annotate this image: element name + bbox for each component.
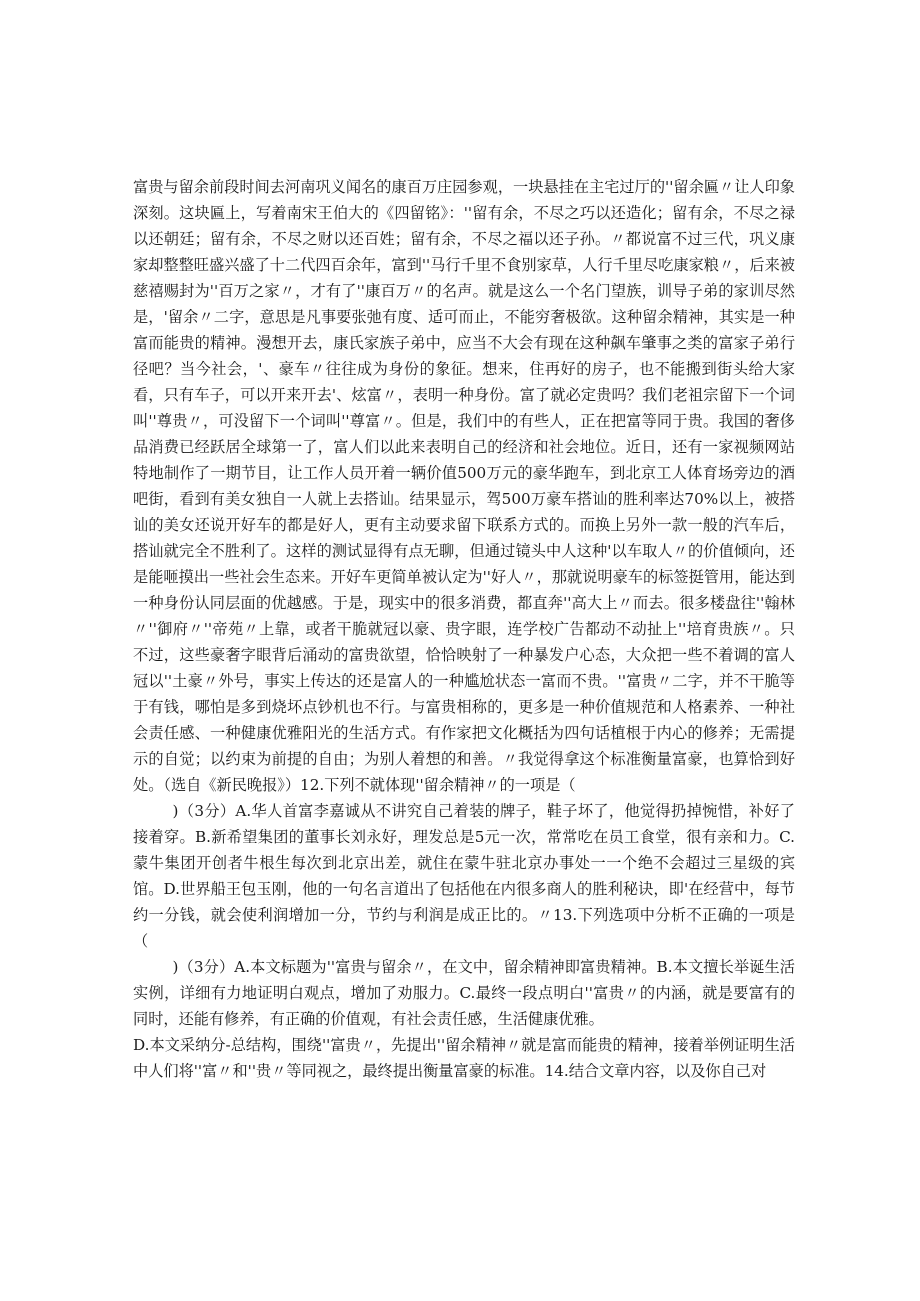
- article-text: [133, 174, 795, 1084]
- paragraph-question-12-options: )（3分）A.华人首富李嘉诚从不讲究自己着装的牌子，鞋子坏了，他觉得扔掉惋惜，补好了接着穿。B.新希望集团的董事长刘永好，理发总是5元一次，常常吃在员工食堂，很有亲和力。C.蒙牛集团开创者牛根生每次到北京出差，就住在蒙牛驻北京办事处一一个绝不会超过三星级的宾馆。D.世界船王包玉刚，他的一句名言道出了包括他在内很多商人的胜利秘诀，即'在经营中，每节约一分钱，就会使利润增加一分，节约与利润是成正比的。〃13.下列选项中分析不正确的一项是（: [133, 802, 795, 950]
- paragraph-question-13-options: )（3分）A.本文标题为''富贵与留余〃，在文中，留余精神即富贵精神。B.本文擅长举诞生活实例，详细有力地证明白观点，增加了劝服力。C.最终一段点明白''富贵〃的内涵，就是要富有的同时，还能有修养，有正确的价值观，有社会责任感，生活健康优雅。: [133, 958, 795, 1028]
- paragraph-main-article: 富贵与留余前段时间去河南巩义闻名的康百万庄园参观，一块悬挂在主宅过厅的''留余匾〃让人印象深刻。这块匾上，写着南宋王伯大的《四留铭》：''留有余，不尽之巧以还造化；留有余，不尽之禄以还朝廷；留有余，不尽之财以还百姓；留有余，不尽之福以还子孙。〃都说富不过三代，巩义康家却整整旺盛兴盛了十二代四百余年，富到''马行千里不食别家草，人行千里尽吃康家粮〃，后来被慈禧赐封为''百万之家〃，才有了''康百万〃的名声。就是这么一个名门望族，训导子弟的家训尽然是，'留余〃二字，意思是凡事要张弛有度、适可而止，不能穷奢极欲。这种留余精神，其实是一种富而能贵的精神。漫想开去，康氏家族子弟中，应当不大会有现在这种飙车肇事之类的富家子弟行径吧？当今社会，'、豪车〃往往成为身份的象征。想来，住再好的房子，也不能搬到街头给大家看，只有车子，可以开来开去'、炫富〃，表明一种身份。富了就必定贵吗？我们老祖宗留下一个词叫''尊贵〃，可没留下一个词叫''尊富〃。但是，我们中的有些人，正在把富等同于贵。我国的奢侈品消费已经跃居全球第一了，富人们以此来表明自己的经济和社会地位。近日，还有一家视频网站特地制作了一期节目，让工作人员开着一辆价值500万元的豪华跑车，到北京工人体育场旁边的酒吧街，看到有美女独自一人就上去搭讪。结果显示，驾500万豪车搭讪的胜利率达70%以上，被搭讪的美女还说开好车的都是好人，更有主动要求留下联系方式的。而换上另外一款一般的汽车后，搭讪就完全不胜利了。这样的测试显得有点无聊，但通过镜头中人这种'以车取人〃的价值倾向，还是能咂摸出一些社会生态来。开好车更简单被认定为''好人〃，那就说明豪车的标签挺管用，能达到一种身份认同层面的优越感。于是，现实中的很多消费，都直奔''高大上〃而去。很多楼盘往''翰林〃''御府〃''帝苑〃上靠，或者干脆就冠以豪、贵字眼，连学校广告都动不动扯上''培育贵族〃。只不过，这些豪奢字眼背后涌动的富贵欲望，恰恰映射了一种暴发户心态，大众把一些不着调的富人冠以''土豪〃外号，事实上传达的还是富人的一种尴尬状态一富而不贵。''富贵〃二字，并不干脆等于有钱，哪怕是多到烧坏点钞机也不行。与富贵相称的，更多是一种价值规范和人格素养、一种社会责任感、一种健康优雅阳光的生活方式。有作家把文化概括为四句话植根于内心的修养；无需提示的自觉；以约束为前提的自由；为别人着想的和善。〃我觉得拿这个标准衡量富豪，也算恰到好处。（选自《新民晚报》）12.下列不就体现''留余精神〃的一项是（: [133, 178, 795, 794]
- paragraph-option-d-question-14: D.本文采纳分-总结构，围绕''富贵〃，先提出''留余精神〃就是富而能贵的精神，接着举例证明生活中人们将''富〃和''贵〃等同视之，最终提出衡量富豪的标准。14.结合文章内容，以及你自己对: [133, 1036, 795, 1080]
